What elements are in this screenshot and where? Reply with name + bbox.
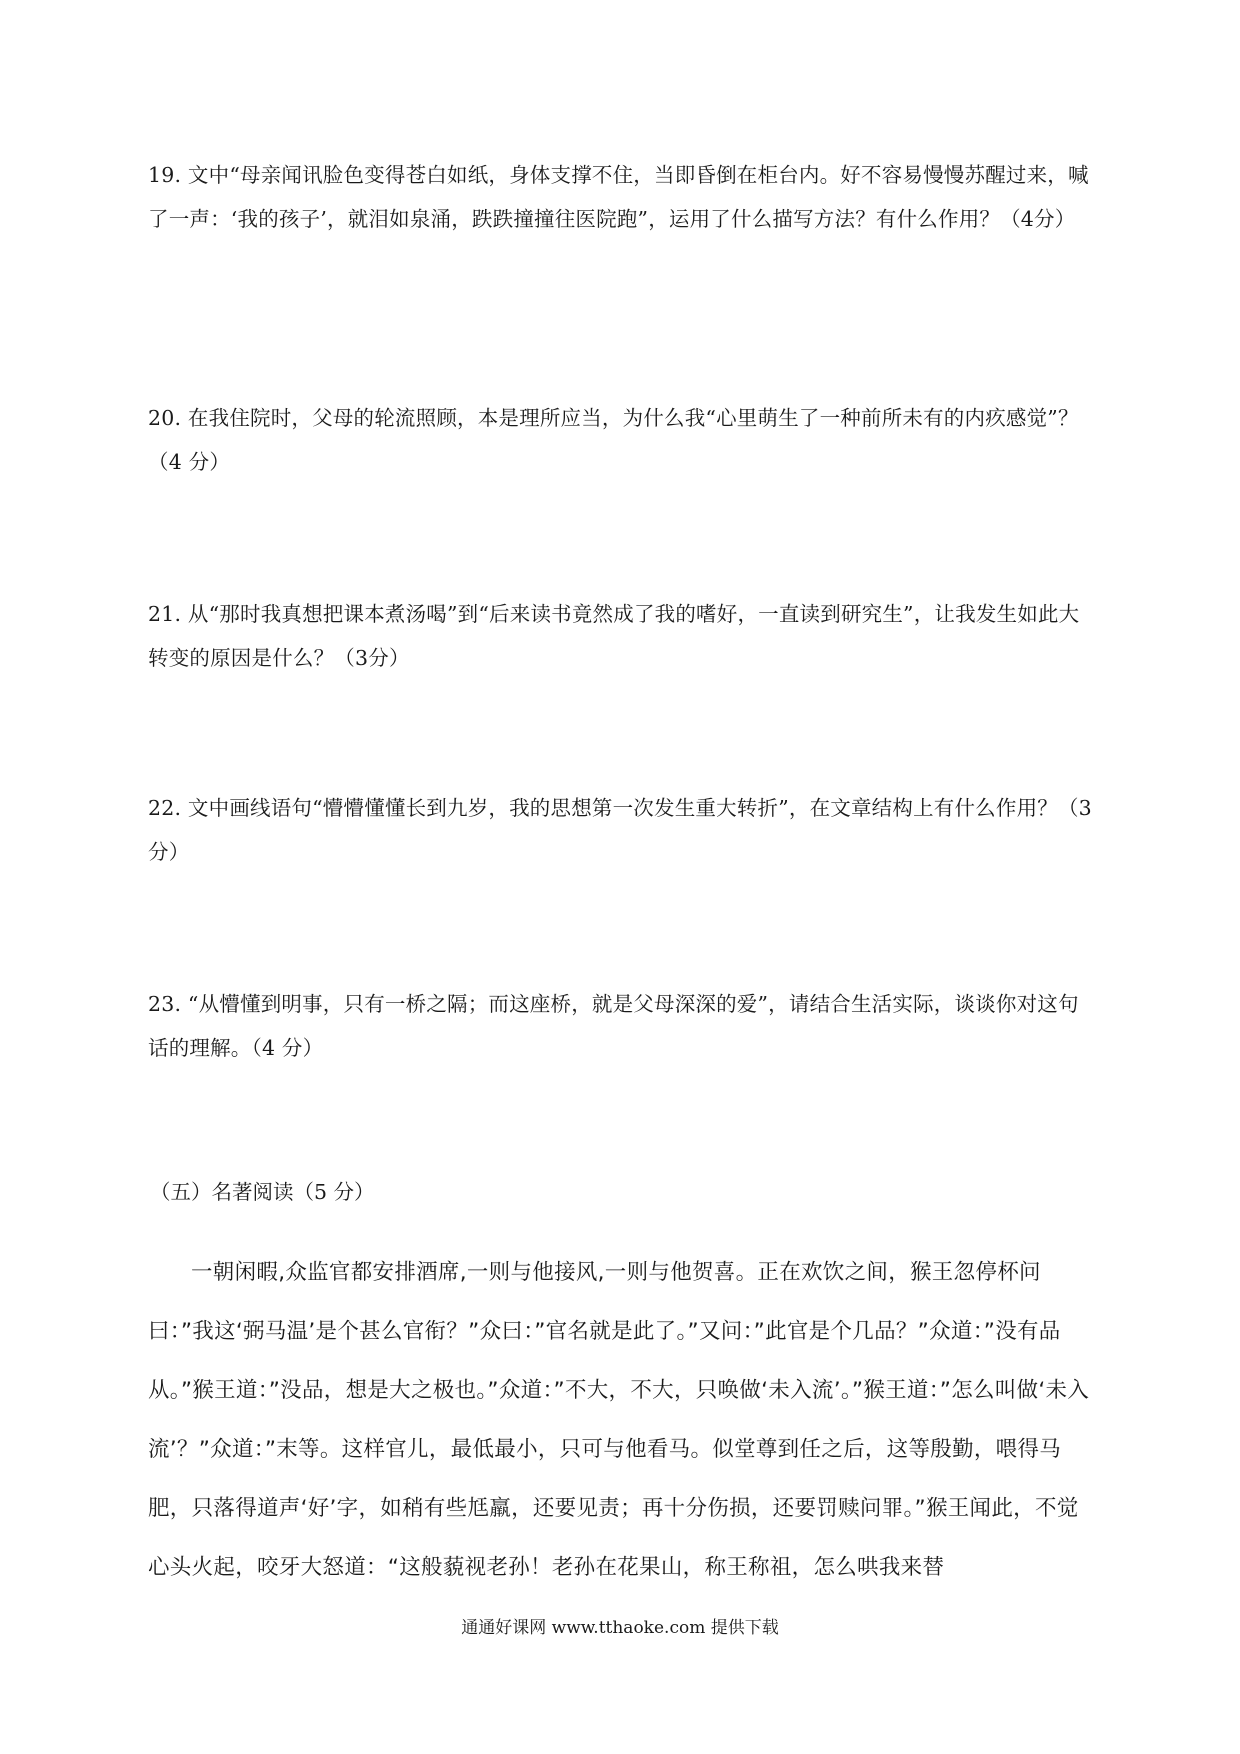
question-19: 19. 文中“母亲闻讯脸色变得苍白如纸，身体支撑不住，当即昏倒在柜台内。好不容易慢慢苏醒过来，喊了一声：‘我的孩子’，就泪如泉涌，跌跌撞撞往医院跑”，运用了什么描写方法？有什么作用？（4分） (148, 163, 1089, 231)
question-22: 22. 文中画线语句“懵懵懂懂长到九岁，我的思想第一次发生重大转折”，在文章结构上有什么作用？（3 分） (148, 796, 1092, 864)
question-23: 23. “从懵懂到明事，只有一桥之隔；而这座桥，就是父母深深的爱”，请结合生活实际，谈谈你对这句话的理解。（4 分） (148, 992, 1079, 1060)
page-footer: 通通好课网 www.tthaoke.com 提供下载 (461, 1618, 779, 1638)
reading-passage: 一朝闲暇,众监官都安排酒席,一则与他接风,一则与他贺喜。正在欢饮之间，猴王忽停杯问曰：”我这‘弼马温’是个甚么官衔？”众曰：”官名就是此了。”又问：”此官是个几品？”众道：”没有品从。”猴王道：”没品，想是大之极也。”众道：”不大，不大，只唤做‘未入流’。”猴王道：”怎么叫做‘未入流’？”众道：”末等。这样官儿，最低最小，只可与他看马。似堂尊到任之后，这等殷勤，喂得马肥，只落得道声‘好’字，如稍有些尪羸，还要见责；再十分伤损，还要罚赎问罪。”猴王闻此，不觉心头火起，咬牙大怒道：“这般藐视老孙！老孙在花果山，称王称祖，怎么哄我来替 (148, 1260, 1090, 1580)
question-20: 20. 在我住院时，父母的轮流照顾，本是理所应当，为什么我“心里萌生了一种前所未有的内疚感觉”？（4 分） (148, 406, 1079, 474)
section-title: （五）名著阅读（5 分） (150, 1180, 375, 1204)
question-21: 21. 从“那时我真想把课本煮汤喝”到“后来读书竟然成了我的嗜好，一直读到研究生”，让我发生如此大转变的原因是什么？（3分） (148, 602, 1080, 670)
